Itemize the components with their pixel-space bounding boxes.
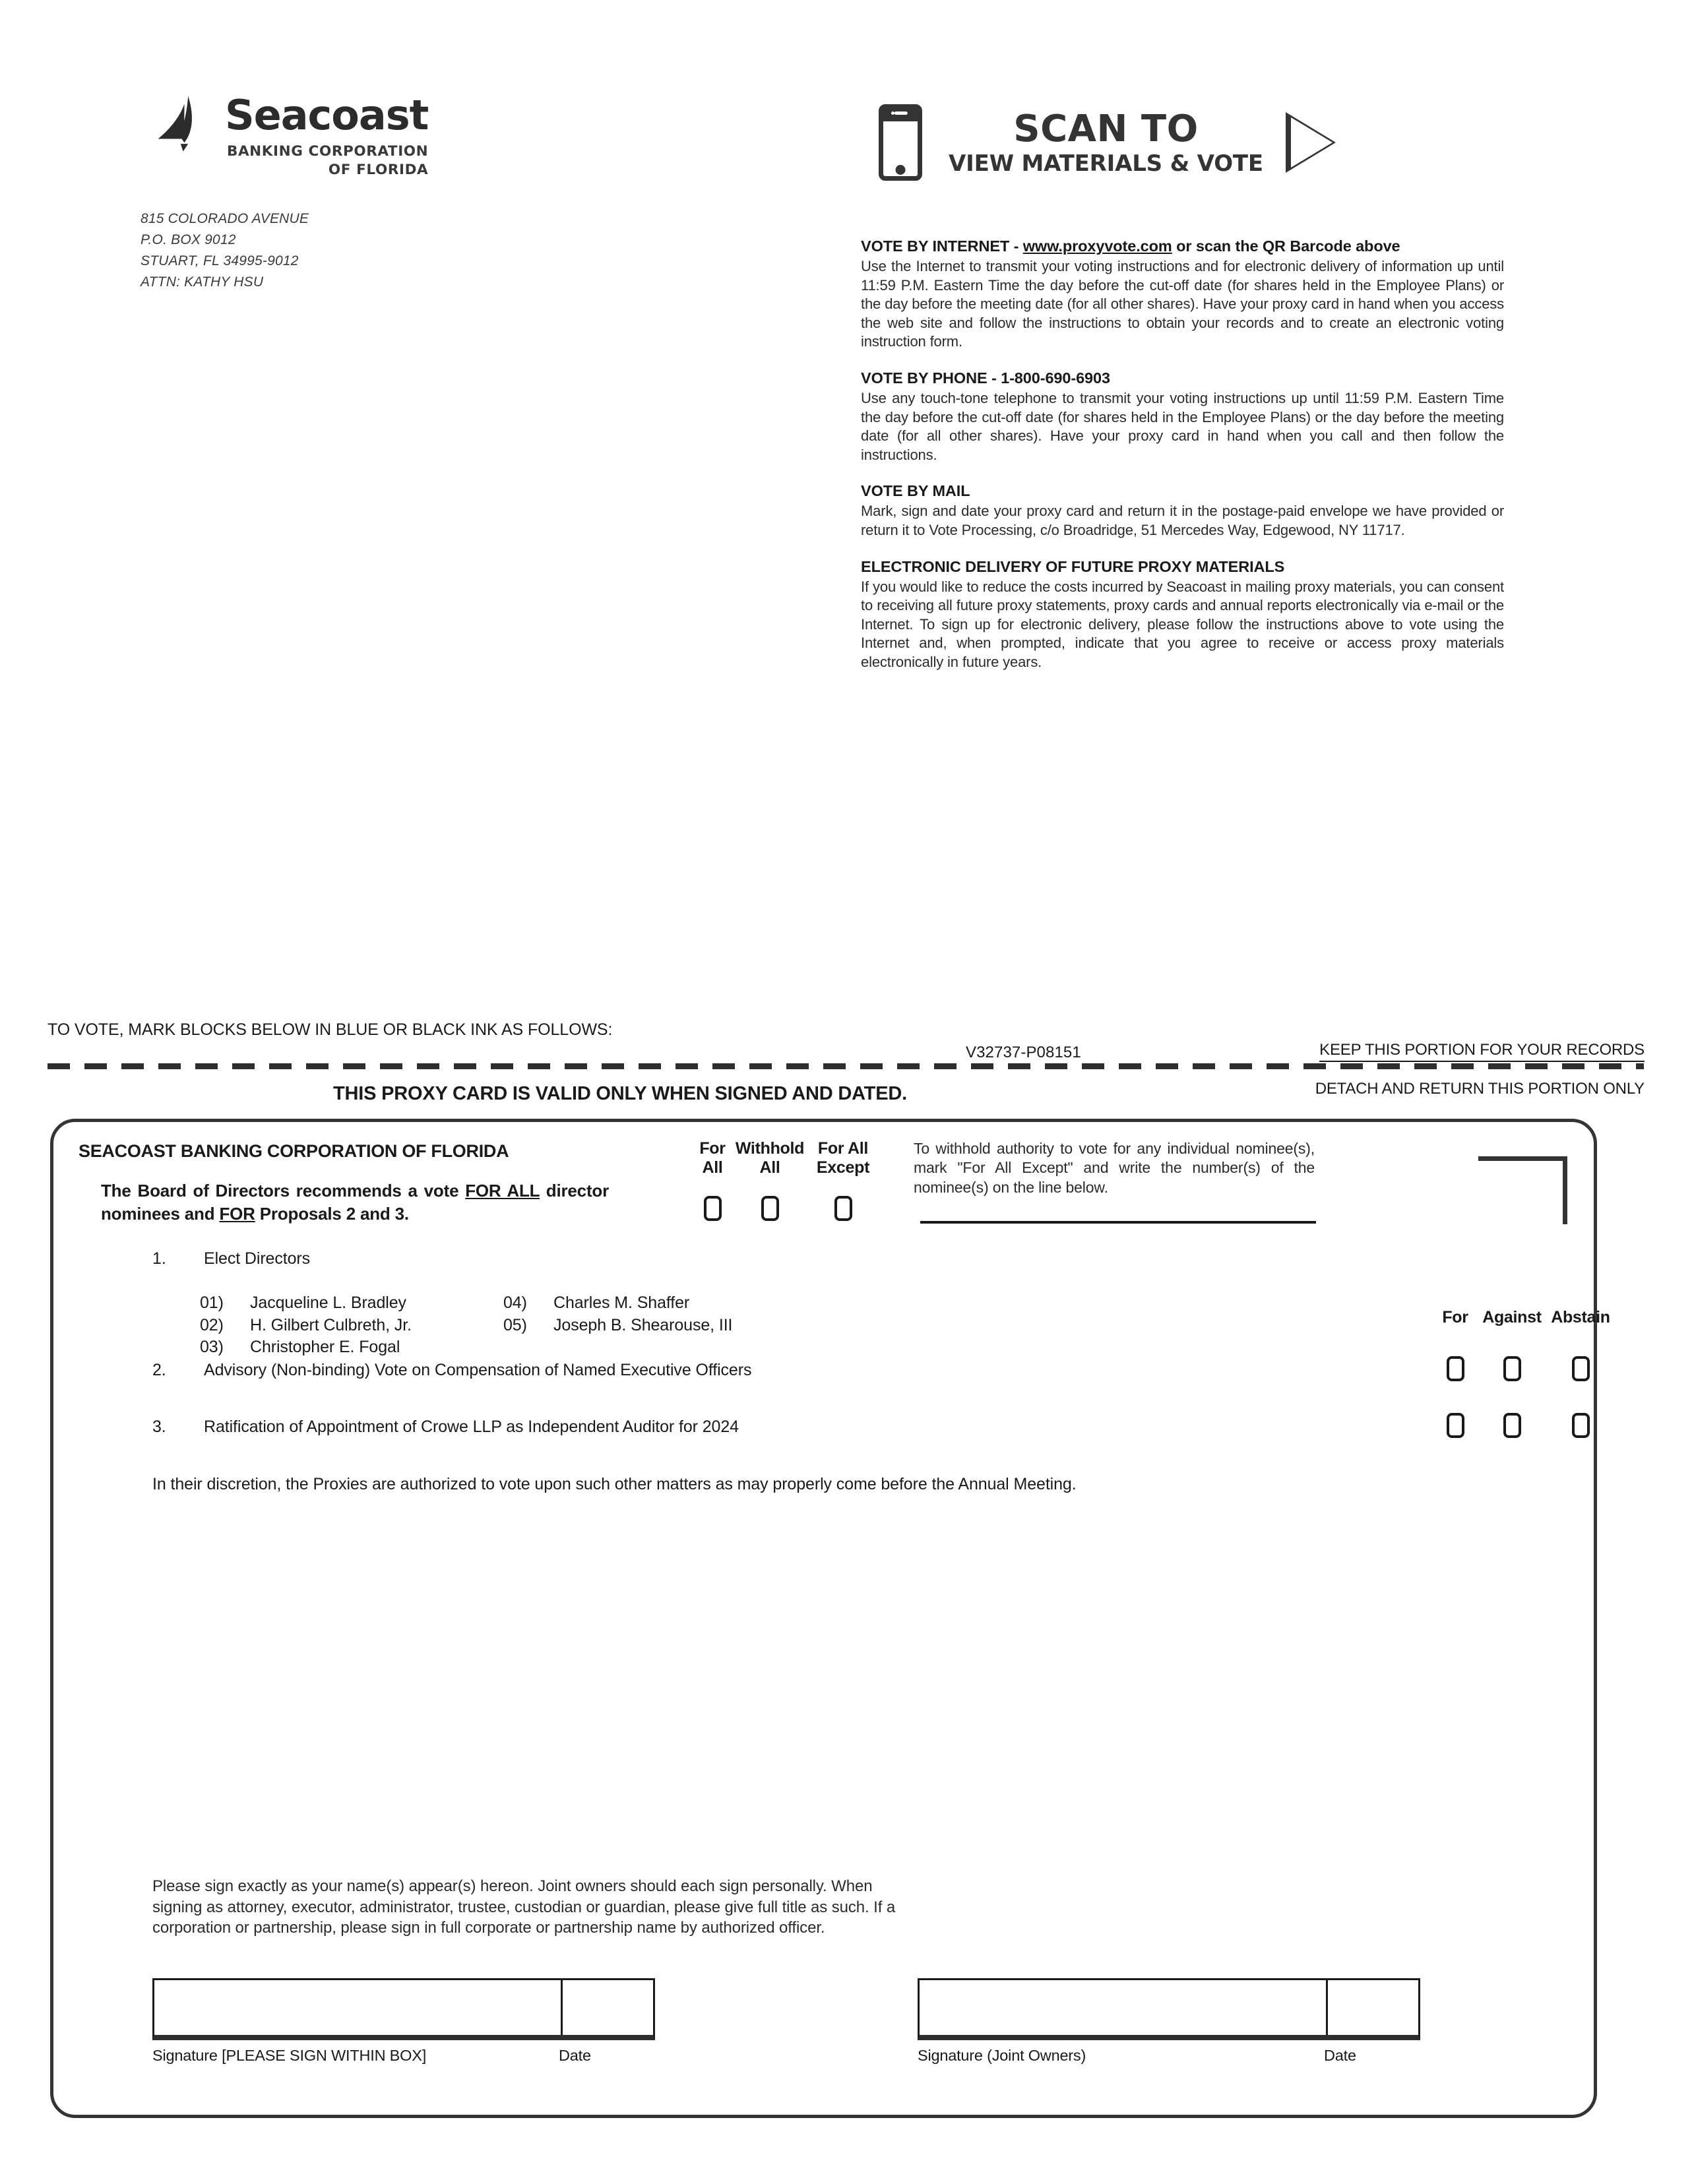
logo-subtitle-line2: OF FLORIDA (328, 162, 429, 178)
column-header-for-all: For All (699, 1139, 726, 1177)
phone-heading: VOTE BY PHONE - 1-800-690-6903 (861, 369, 1110, 387)
scan-to-vote-banner (879, 104, 1336, 181)
checkbox-for-all-except[interactable] (834, 1196, 852, 1221)
address-line: ATTN: KATHY HSU (141, 274, 264, 290)
nominee-exception-write-line[interactable] (920, 1221, 1316, 1224)
checkbox-withhold-all[interactable] (761, 1196, 779, 1221)
proposal-vote-column-headers (1435, 1308, 1613, 1327)
play-triangle-icon (1286, 112, 1336, 173)
card-corner-bracket-mark (1478, 1156, 1567, 1224)
proxy-discretion-note: In their discretion, the Proxies are authorized to vote upon such other matters as may properly come before the Annual Meeting. (152, 1475, 1077, 1493)
mailing-address (141, 208, 309, 293)
signature-label-joint: Signature (Joint Owners) (918, 2047, 1086, 2064)
signature-box-primary[interactable] (152, 1978, 655, 2040)
logo-wordmark: Seacoast (225, 91, 429, 139)
signature-field-joint[interactable] (920, 1980, 1328, 2035)
director-vote-column-headers (692, 1139, 879, 1177)
smartphone-icon (879, 104, 922, 181)
date-field-primary[interactable] (563, 1980, 653, 2035)
internet-heading (861, 237, 1504, 255)
proposal-2-text: Advisory (Non-binding) Vote on Compensation of Named Executive Officers (204, 1361, 752, 1379)
nominee-index: 02) (200, 1315, 224, 1334)
proxyvote-url-link[interactable]: www.proxyvote.com (1022, 237, 1172, 255)
company-logo-block (153, 92, 456, 178)
signature-box-joint[interactable] (918, 1978, 1420, 2040)
nominee-name: H. Gilbert Culbreth, Jr. (250, 1315, 412, 1334)
proxy-voting-card (50, 1119, 1610, 2118)
column-header-for: For (1442, 1308, 1468, 1326)
nominee-index: 05) (503, 1315, 527, 1334)
mail-heading: VOTE BY MAIL (861, 482, 970, 500)
scan-to-subtitle: VIEW MATERIALS & VOTE (949, 150, 1263, 177)
rec-for-underline: FOR (219, 1203, 255, 1224)
column-header-against: Against (1482, 1308, 1542, 1326)
address-line: 815 COLORADO AVENUE (141, 211, 309, 226)
detach-dashed-line (47, 1063, 1644, 1069)
electronic-heading: ELECTRONIC DELIVERY OF FUTURE PROXY MATERIALS (861, 557, 1285, 575)
list-item (200, 1315, 503, 1337)
nominee-name: Christopher E. Fogal (250, 1338, 400, 1356)
card-company-name: SEACOAST BANKING CORPORATION OF FLORIDA (78, 1141, 509, 1161)
voting-instructions (861, 237, 1504, 672)
checkbox-proposal3-against[interactable] (1503, 1413, 1521, 1438)
mail-body: Mark, sign and date your proxy card and return it in the postage-paid envelope we have provided or return it to Vote Processing, c/o Broadridge, 51 Mercedes Way, Edgewood, NY 11717. (861, 503, 1504, 538)
address-line: STUART, FL 34995-9012 (141, 253, 299, 268)
checkbox-proposal2-against[interactable] (1503, 1356, 1521, 1381)
date-field-joint[interactable] (1328, 1980, 1418, 2035)
checkbox-proposal3-abstain[interactable] (1572, 1413, 1590, 1438)
control-number: V32737-P08151 (966, 1044, 1081, 1061)
checkbox-proposal2-abstain[interactable] (1572, 1356, 1590, 1381)
list-item (503, 1315, 807, 1337)
nominee-index: 03) (200, 1338, 224, 1356)
rec-part-2: director nominees and (101, 1181, 609, 1224)
checkbox-proposal2-for[interactable] (1447, 1356, 1464, 1381)
internet-heading-suffix: or scan the QR Barcode above (1172, 237, 1400, 255)
item1-label: Elect Directors (204, 1249, 311, 1268)
signature-label-primary: Signature [PLEASE SIGN WITHIN BOX] (152, 2047, 427, 2064)
nominee-column-right (503, 1292, 807, 1359)
list-item (200, 1336, 503, 1359)
checkbox-for-all[interactable] (704, 1196, 722, 1221)
nominee-name: Charles M. Shaffer (553, 1294, 690, 1312)
instruction-internet (861, 237, 1504, 352)
withhold-authority-note: To withhold authority to vote for any individual nominee(s), mark "For All Except" and write the number(s) of the nominee(s) on the line below. (914, 1140, 1315, 1196)
signature-instructions: Please sign exactly as your name(s) appear(s) hereon. Joint owners should each sign personally. When signing as attorney, executor, administrator, trustee, custodian or guardian, please give full title as such. If a corporation or partnership, please sign in full corporate or partnership name by authorized officer. (152, 1877, 896, 1937)
to-vote-instruction: TO VOTE, MARK BLOCKS BELOW IN BLUE OR BLACK INK AS FOLLOWS: (47, 1020, 613, 1039)
board-recommendation (101, 1179, 609, 1226)
internet-body: Use the Internet to transmit your voting instructions and for electronic delivery of information up until 11:59 P.M. Eastern Time the day before the cut-off date (for shares held in the Employee Plans) or the day before the meeting date (for all other shares). Have your proxy card in hand when you access the web site and follow the instructions to obtain your records and to create an electronic voting instruction form. (861, 258, 1504, 350)
item1-number: 1. (152, 1249, 166, 1268)
date-label-primary: Date (559, 2047, 591, 2064)
director-vote-checkboxes (692, 1196, 879, 1221)
electronic-body: If you would like to reduce the costs incurred by Seacoast in mailing proxy materials, you can consent to receiving all future proxy statements, proxy cards and annual reports electronically via e-mail or the Internet. To sign up for electronic delivery, please follow the instructions above to vote using the Internet and, when prompted, indicate that you agree to receive or access proxy materials electronically in future years. (861, 578, 1504, 670)
column-header-abstain: Abstain (1551, 1308, 1610, 1326)
signature-field-primary[interactable] (154, 1980, 563, 2035)
proposal-3-checkboxes (1435, 1413, 1613, 1438)
list-item (503, 1292, 807, 1315)
list-item (200, 1292, 503, 1315)
proposal-2-checkboxes (1435, 1356, 1613, 1381)
instruction-mail (861, 482, 1504, 540)
rec-for-all-underline: FOR ALL (465, 1181, 540, 1201)
logo-subtitle-line1: BANKING CORPORATION (226, 143, 429, 160)
date-label-joint: Date (1324, 2047, 1356, 2064)
rec-part-3: Proposals 2 and 3. (255, 1203, 409, 1224)
proposal-2-number: 2. (152, 1361, 166, 1379)
rec-part-1: The Board of Directors recommends a vote (101, 1181, 466, 1201)
detach-portion-note: DETACH AND RETURN THIS PORTION ONLY (1315, 1080, 1645, 1098)
nominee-name: Joseph B. Shearouse, III (553, 1315, 733, 1334)
nominee-index: 04) (503, 1294, 527, 1312)
address-line: P.O. BOX 9012 (141, 232, 236, 247)
proposal-3-text: Ratification of Appointment of Crowe LLP as Independent Auditor for 2024 (204, 1418, 739, 1436)
seacoast-sail-logo-icon (153, 95, 216, 158)
proposal-3-number: 3. (152, 1418, 166, 1436)
proxy-valid-notice: THIS PROXY CARD IS VALID ONLY WHEN SIGNED AND DATED. (333, 1083, 907, 1104)
phone-body: Use any touch-tone telephone to transmit your voting instructions up until 11:59 P.M. Eastern Time the day before the cut-off date (for shares held in the Employee Plans) or the day before the meeting date (for all other shares). Have your proxy card in hand when you call and then follow the instructions. (861, 389, 1504, 463)
scan-to-title: SCAN TO (1013, 107, 1199, 150)
keep-portion-note: KEEP THIS PORTION FOR YOUR RECORDS (1319, 1041, 1645, 1062)
instruction-phone (861, 369, 1504, 464)
instruction-electronic-delivery (861, 558, 1504, 672)
column-header-withhold-all: Withhold All (735, 1139, 805, 1177)
checkbox-proposal3-for[interactable] (1447, 1413, 1464, 1438)
director-nominee-list (200, 1292, 807, 1359)
column-header-for-all-except: For All Except (816, 1139, 870, 1177)
nominee-column-left (200, 1292, 503, 1359)
nominee-name: Jacqueline L. Bradley (250, 1294, 406, 1312)
nominee-index: 01) (200, 1294, 224, 1312)
internet-heading-prefix: VOTE BY INTERNET - (861, 237, 1023, 255)
